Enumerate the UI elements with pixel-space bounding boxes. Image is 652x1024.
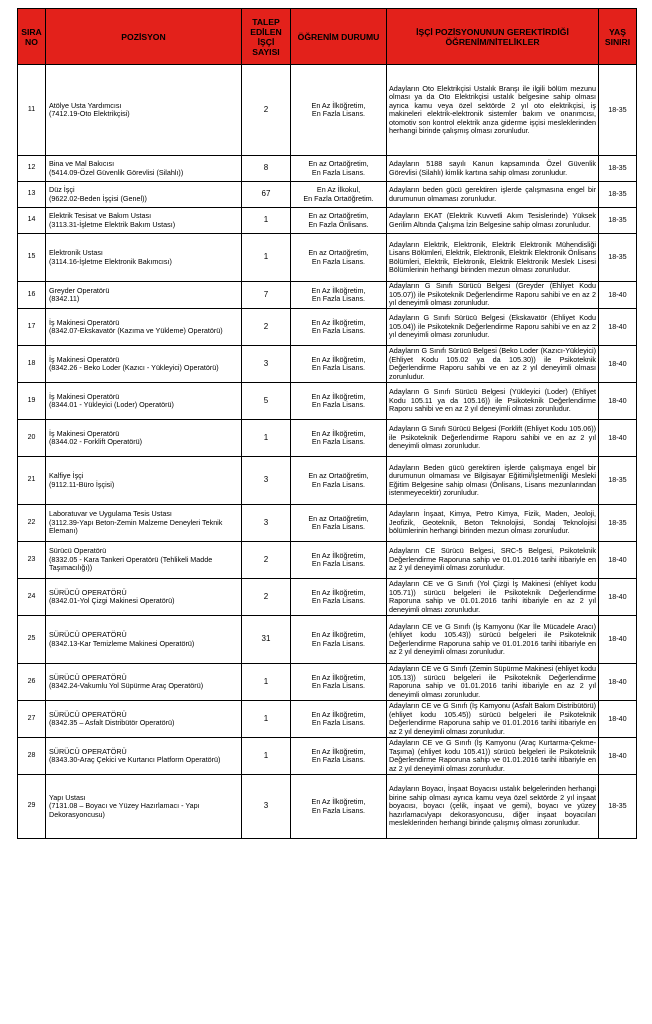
education-cell xyxy=(291,664,387,701)
table-row xyxy=(18,156,637,182)
position-cell xyxy=(46,234,242,282)
education-max: En Fazla Önlisans. xyxy=(308,219,369,229)
table-row xyxy=(18,738,637,775)
qualifications-cell: Adayların Oto Elektrikçisi Ustalık Branşı ile ilgili bölüm mezunu olması ya da Oto Elektrikçisi ustalık belgesine sahip olması ayrıca kamu veya özel sektörde 2 yıl oto elektrikçisi, iş makineleri elektrik-elektronik sistemler bakım ve onarımcısı, otomotiv son kontrol elektrik arıza giderme işçisi mesleklerinden herhangi birinde çalışmış olması zorunludur. xyxy=(387,65,599,156)
position-cell xyxy=(46,282,242,309)
row-number-cell: 29 xyxy=(18,775,46,839)
position-code: (8343.30-Araç Çekici ve Kurtarıcı Platform Operatörü) xyxy=(49,755,221,764)
position-title: İş Makinesi Operatörü xyxy=(49,317,120,327)
position-code: (8344.01 - Yükleyici (Loder) Operatörü) xyxy=(49,400,174,409)
education-min: En az Ortaöğretim, xyxy=(308,159,369,168)
position-cell xyxy=(46,309,242,346)
age-limit-cell: 18-40 xyxy=(599,309,637,346)
position-code: (7131.08 – Boyacı ve Yüzey Hazırlamacı - Yapı Dekorasyoncusu) xyxy=(49,801,200,819)
education-min: En Az İlköğretim, xyxy=(311,354,366,364)
education-cell xyxy=(291,208,387,234)
qualifications-cell: Adayların Elektrik, Elektronik, Elektrik Elektronik Mühendisliği Lisans Bölümleri, Elektrik, Elektronik, Elektrik Elektronik Önlisans Bölümleri, Elektrik, Elektronik, Elektrik Elektronik Meslek Lisesi Bölümlerinin herhangi birinden mezun olması zorunludur. xyxy=(387,234,599,282)
education-min: En Az İlkokul, xyxy=(316,185,361,194)
position-cell xyxy=(46,457,242,505)
age-limit-cell: 18-35 xyxy=(599,182,637,208)
position-cell xyxy=(46,701,242,738)
position-code: (8342.07-Ekskavatör (Kazıma ve Yükleme) Operatörü) xyxy=(49,326,223,335)
position-code: (8344.02 - Forklift Operatörü) xyxy=(49,437,143,446)
education-min: En az Ortaöğretim, xyxy=(308,471,369,480)
worker-count-cell: 3 xyxy=(242,346,291,383)
education-min: En Az İlköğretim, xyxy=(311,630,366,639)
worker-count-cell: 67 xyxy=(242,182,291,208)
position-code: (8332.05 - Kara Tankeri Operatörü (Tehlikeli Madde Taşımacılığı)) xyxy=(49,554,213,573)
qualifications-cell: Adayların G Sınıfı Sürücü Belgesi (Beko Loder (Kazıcı-Yükleyici) (Ehliyet Kodu 105.02 ya da 105.30)) ile Psikoteknik Değerlendirme Raporu sahibi ve en az 2 yıl deneyimli olması zorunludur. xyxy=(387,346,599,383)
worker-count-cell: 3 xyxy=(242,775,291,839)
qualifications-cell: Adayların CE Sürücü Belgesi, SRC-5 Belgesi, Psikoteknik Değerlendirme Raporuna sahip ve 01.01.2016 tarihi itibariyle en az 2 yıl deneyimli olması zorunludur. xyxy=(387,542,599,579)
education-min: En Az İlköğretim, xyxy=(311,746,366,756)
position-code: (8342.13-Kar Temizleme Makinesi Operatörü) xyxy=(49,638,195,648)
age-limit-cell: 18-40 xyxy=(599,579,637,616)
position-title: SÜRÜCÜ OPERATÖRÜ xyxy=(49,587,127,597)
row-number-cell: 15 xyxy=(18,234,46,282)
education-max: En Fazla Lisans. xyxy=(311,294,366,303)
education-cell xyxy=(291,505,387,542)
education-min: En az Ortaöğretim, xyxy=(308,513,369,523)
position-title: İş Makinesi Operatörü xyxy=(49,428,120,438)
qualifications-cell: Adayların 5188 sayılı Kanun kapsamında Özel Güvenlik Görevlisi (Silahlı) kimlik kartına sahip olması zorunludur. xyxy=(387,156,599,182)
education-min: En az Ortaöğretim, xyxy=(308,211,369,220)
education-max: En Fazla Ortaöğretim. xyxy=(303,193,374,203)
row-number-cell: 16 xyxy=(18,282,46,309)
table-row xyxy=(18,616,637,664)
table-row xyxy=(18,457,637,505)
worker-count-cell: 2 xyxy=(242,579,291,616)
position-cell xyxy=(46,505,242,542)
table-row xyxy=(18,542,637,579)
education-min: En Az İlköğretim, xyxy=(311,672,366,682)
education-max: En Fazla Lisans. xyxy=(311,109,366,118)
position-cell xyxy=(46,383,242,420)
education-min: En Az İlköğretim, xyxy=(311,709,366,719)
education-cell xyxy=(291,309,387,346)
position-cell xyxy=(46,738,242,775)
worker-count-cell: 1 xyxy=(242,234,291,282)
row-number-cell: 24 xyxy=(18,579,46,616)
row-number-cell: 14 xyxy=(18,208,46,234)
education-min: En Az İlköğretim, xyxy=(311,285,366,295)
table-row xyxy=(18,65,637,156)
qualifications-cell: Adayların CE ve G Sınıfı (İş Kamyonu (Araç Kurtarma-Çekme-Taşıma) (ehliyet kodu 105.41)) sürücü belgeleri ile Psikoteknik Değerlendirme Raporuna sahip ve 01.01.2016 tarihi itibariyle en az 2 yıl deneyimli olması zorunludur. xyxy=(387,738,599,775)
age-limit-cell: 18-40 xyxy=(599,664,637,701)
position-cell xyxy=(46,542,242,579)
position-code: (9112.11-Büro İşçisi) xyxy=(49,479,115,489)
age-limit-cell: 18-35 xyxy=(599,457,637,505)
education-cell xyxy=(291,420,387,457)
position-code: (8342.01-Yol Çizgi Makinesi Operatörü) xyxy=(49,596,175,605)
worker-count-cell: 1 xyxy=(242,420,291,457)
header-row xyxy=(18,9,637,65)
row-number-cell: 27 xyxy=(18,701,46,738)
position-title: Elektronik Ustası xyxy=(49,248,103,257)
education-max: En Fazla Lisans. xyxy=(311,326,366,335)
position-cell xyxy=(46,616,242,664)
education-max: En Fazla Lisans. xyxy=(311,805,366,815)
education-max: En Fazla Lisans. xyxy=(311,559,366,568)
education-cell xyxy=(291,579,387,616)
age-limit-cell: 18-35 xyxy=(599,65,637,156)
qualifications-cell: Adayların CE ve G Sınıfı (İş Kamyonu (Asfalt Bakım Distribütörü) (ehliyet kodu 105.45)) sürücü belgeleri ile Psikoteknik Değerlendirme Raporuna sahip ve 01.01.2016 tarihi itibariyle en az 2 yıl deneyimli olması zorunludur. xyxy=(387,701,599,738)
education-max: En Fazla Lisans. xyxy=(311,596,366,605)
position-title: İş Makinesi Operatörü xyxy=(49,391,120,401)
table-row xyxy=(18,234,637,282)
qualifications-cell: Adayların CE ve G Sınıfı (Zemin Süpürme Makinesi (ehliyet kodu 105.13)) sürücü belgeleri ile Psikoteknik Değerlendirme Raporuna sahip ve 01.01.2016 tarihi itibariyle en az 2 yıl deneyimli olması zorunludur. xyxy=(387,664,599,701)
header-sira: SIRA NO xyxy=(18,9,46,65)
education-min: En Az İlköğretim, xyxy=(311,797,366,806)
row-number-cell: 20 xyxy=(18,420,46,457)
qualifications-cell: Adayların beden gücü gerektiren işlerde çalışmasına engel bir durumunun olmaması zorunludur. xyxy=(387,182,599,208)
table-row xyxy=(18,664,637,701)
education-max: En Fazla Lisans. xyxy=(311,400,366,409)
position-title: İş Makinesi Operatörü xyxy=(49,354,120,364)
row-number-cell: 19 xyxy=(18,383,46,420)
position-title: SÜRÜCÜ OPERATÖRÜ xyxy=(49,709,127,719)
worker-count-cell: 1 xyxy=(242,738,291,775)
worker-count-cell: 1 xyxy=(242,701,291,738)
age-limit-cell: 18-40 xyxy=(599,542,637,579)
education-cell xyxy=(291,65,387,156)
education-cell xyxy=(291,775,387,839)
worker-count-cell: 1 xyxy=(242,208,291,234)
qualifications-cell: Adayların CE ve G Sınıfı (İş Kamyonu (Kar İle Mücadele Aracı) (ehliyet kodu 105.43)) sürücü belgeleri ile Psikoteknik Değerlendirme Raporuna sahip ve 01.01.2016 tarihi itibariyle en az 2 yıl deneyimli olması zorunludur. xyxy=(387,616,599,664)
table-row xyxy=(18,505,637,542)
position-code: (9622.02-Beden İşçisi (Genel)) xyxy=(49,193,147,203)
position-title: Sürücü Operatörü xyxy=(49,546,107,556)
table-row xyxy=(18,208,637,234)
qualifications-cell: Adayların G Sınıfı Sürücü Belgesi (Forklift (Ehliyet Kodu 105.06)) ile Psikoteknik Değerlendirme Raporu sahibi ve en az 2 yıl deneyimli olması zorunludur. xyxy=(387,420,599,457)
position-title: SÜRÜCÜ OPERATÖRÜ xyxy=(49,630,127,639)
worker-count-cell: 8 xyxy=(242,156,291,182)
qualifications-cell: Adayların G Sınıfı Sürücü Belgesi (Yükleyici (Loder) (Ehliyet Kodu 105.11 ya da 105.16)) ile Psikoteknik Değerlendirme Raporu sahibi ve en az 2 yıl deneyimli olması zorunludur. xyxy=(387,383,599,420)
table-row xyxy=(18,309,637,346)
education-max: En Fazla Lisans. xyxy=(311,479,366,489)
worker-count-cell: 5 xyxy=(242,383,291,420)
age-limit-cell: 18-40 xyxy=(599,346,637,383)
position-title: Bina ve Mal Bakıcısı xyxy=(49,159,115,168)
education-cell xyxy=(291,542,387,579)
qualifications-cell: Adayların G Sınıfı Sürücü Belgesi (Ekskavatör (Ehliyet Kodu 105.04)) ile Psikoteknik Değerlendirme Raporu sahibi ve en az 2 yıl deneyimli olması zorunludur. xyxy=(387,309,599,346)
row-number-cell: 12 xyxy=(18,156,46,182)
position-cell xyxy=(46,65,242,156)
age-limit-cell: 18-35 xyxy=(599,234,637,282)
position-title: SÜRÜCÜ OPERATÖRÜ xyxy=(49,746,127,756)
education-cell xyxy=(291,457,387,505)
education-cell xyxy=(291,156,387,182)
age-limit-cell: 18-35 xyxy=(599,505,637,542)
header-ogrenim: ÖĞRENİM DURUMU xyxy=(291,9,387,65)
position-cell xyxy=(46,579,242,616)
row-number-cell: 13 xyxy=(18,182,46,208)
position-code: (3112.39-Yapı Beton-Zemin Malzeme Deneyleri Teknik Elemanı) xyxy=(49,517,223,536)
position-code: (7412.19-Oto Elektrikçisi) xyxy=(49,109,130,118)
education-cell xyxy=(291,282,387,309)
worker-count-cell: 7 xyxy=(242,282,291,309)
education-max: En Fazla Lisans. xyxy=(311,437,366,446)
table-row xyxy=(18,182,637,208)
worker-count-cell: 2 xyxy=(242,65,291,156)
education-max: En Fazla Lisans. xyxy=(311,363,366,372)
position-code: (8342.11) xyxy=(49,294,80,303)
table-row xyxy=(18,346,637,383)
education-min: En Az İlköğretim, xyxy=(311,550,366,560)
education-min: En Az İlköğretim, xyxy=(311,587,366,597)
education-min: En Az İlköğretim, xyxy=(311,100,366,110)
education-max: En Fazla Lisans. xyxy=(311,167,366,177)
age-limit-cell: 18-40 xyxy=(599,282,637,309)
education-cell xyxy=(291,616,387,664)
age-limit-cell: 18-40 xyxy=(599,383,637,420)
position-code: (3114.16-İşletme Elektronik Bakımcısı) xyxy=(49,256,172,266)
age-limit-cell: 18-40 xyxy=(599,420,637,457)
position-code: (5414.09-Özel Güvenlik Görevlisi (Silahlı)) xyxy=(49,167,184,177)
age-limit-cell: 18-40 xyxy=(599,616,637,664)
row-number-cell: 22 xyxy=(18,505,46,542)
position-title: Greyder Operatörü xyxy=(49,285,110,295)
position-code: (8342.24-Vakumlu Yol Süpürme Araç Operatörü) xyxy=(49,681,204,690)
position-code: (8342.35 – Asfalt Distribütör Operatörü) xyxy=(49,718,175,727)
education-cell xyxy=(291,738,387,775)
position-cell xyxy=(46,664,242,701)
position-code: (8342.26 - Beko Loder (Kazıcı - Yükleyici) Operatörü) xyxy=(49,363,219,372)
header-talep: TALEP EDİLEN İŞÇİ SAYISI xyxy=(242,9,291,65)
education-min: En Az İlköğretim, xyxy=(311,317,366,327)
worker-count-cell: 3 xyxy=(242,505,291,542)
worker-count-cell: 2 xyxy=(242,309,291,346)
table-row xyxy=(18,775,637,839)
positions-table xyxy=(17,8,637,839)
position-title: Yapı Ustası xyxy=(49,792,86,802)
education-max: En Fazla Lisans. xyxy=(311,522,366,531)
table-row xyxy=(18,701,637,738)
education-max: En Fazla Lisans. xyxy=(311,638,366,648)
worker-count-cell: 1 xyxy=(242,664,291,701)
worker-count-cell: 3 xyxy=(242,457,291,505)
table-row xyxy=(18,383,637,420)
position-cell xyxy=(46,208,242,234)
position-cell xyxy=(46,346,242,383)
row-number-cell: 26 xyxy=(18,664,46,701)
education-min: En az Ortaöğretim, xyxy=(308,248,369,257)
education-max: En Fazla Lisans. xyxy=(311,681,366,690)
education-cell xyxy=(291,701,387,738)
table-row xyxy=(18,579,637,616)
worker-count-cell: 31 xyxy=(242,616,291,664)
header-yas: YAŞ SINIRI xyxy=(599,9,637,65)
education-cell xyxy=(291,383,387,420)
table-row xyxy=(18,282,637,309)
row-number-cell: 18 xyxy=(18,346,46,383)
row-number-cell: 23 xyxy=(18,542,46,579)
education-cell xyxy=(291,234,387,282)
position-title: Atölye Usta Yardımcısı xyxy=(49,100,122,110)
education-min: En Az İlköğretim, xyxy=(311,391,366,401)
position-title: Elektrik Tesisat ve Bakım Ustası xyxy=(49,211,152,220)
table-row xyxy=(18,420,637,457)
position-cell xyxy=(46,775,242,839)
qualifications-cell: Adayların CE ve G Sınıfı (Yol Çizgi İş Makinesi (ehliyet kodu 105.71)) sürücü belgeleri ile Psikoteknik Değerlendirme Raporuna sahip ve 01.01.2016 tarihi itibariyle en az 2 yıl deneyimli olması zorunludur. xyxy=(387,579,599,616)
position-title: Laboratuvar ve Uygulama Tesis Ustası xyxy=(49,509,172,519)
qualifications-cell: Adayların EKAT (Elektrik Kuvvetli Akım Tesislerinde) Yüksek Gerilim Altında Çalışma İzin Belgesine sahip olması zorunludur. xyxy=(387,208,599,234)
row-number-cell: 25 xyxy=(18,616,46,664)
qualifications-cell: Adayların Beden gücü gerektiren işlerde çalışmaya engel bir durumunun olmaması ve Bilgisayar Eğitimi/İşletmenliği Mesleki Eğitim Belgesine sahip olması (Önlisans, Lisans mezunlarından istenmeyecektir) zorunludur. xyxy=(387,457,599,505)
age-limit-cell: 18-35 xyxy=(599,208,637,234)
position-cell xyxy=(46,420,242,457)
row-number-cell: 17 xyxy=(18,309,46,346)
education-cell xyxy=(291,182,387,208)
position-code: (3113.31-İşletme Elektrik Bakım Ustası) xyxy=(49,219,176,229)
education-max: En Fazla Lisans. xyxy=(311,256,366,266)
header-nitelikler: İŞÇİ POZİSYONUNUN GEREKTİRDİĞİ ÖĞRENİM/NİTELİKLER xyxy=(387,9,599,65)
row-number-cell: 28 xyxy=(18,738,46,775)
age-limit-cell: 18-35 xyxy=(599,156,637,182)
position-title: SÜRÜCÜ OPERATÖRÜ xyxy=(49,672,127,682)
row-number-cell: 11 xyxy=(18,65,46,156)
age-limit-cell: 18-35 xyxy=(599,775,637,839)
position-cell xyxy=(46,156,242,182)
header-pozisyon: POZİSYON xyxy=(46,9,242,65)
row-number-cell: 21 xyxy=(18,457,46,505)
education-cell xyxy=(291,346,387,383)
position-title: Düz İşçi xyxy=(49,185,75,194)
worker-count-cell: 2 xyxy=(242,542,291,579)
age-limit-cell: 18-40 xyxy=(599,738,637,775)
position-cell xyxy=(46,182,242,208)
qualifications-cell: Adayların İnşaat, Kimya, Petro Kimya, Fizik, Maden, Jeoloji, Jeofizik, Geoteknik, Beton Teknolojisi, Sondaj Teknolojisi bölümlerinin herhangi birinden mezun olması zorunludur. xyxy=(387,505,599,542)
education-max: En Fazla Lisans. xyxy=(311,718,366,727)
education-max: En Fazla Lisans. xyxy=(311,755,366,764)
qualifications-cell: Adayların G Sınıfı Sürücü Belgesi (Greyder (Ehliyet Kodu 105.07)) ile Psikoteknik Değerlendirme Raporu sahibi ve en az 2 yıl deneyimli olması zorunludur. xyxy=(387,282,599,309)
age-limit-cell: 18-40 xyxy=(599,701,637,738)
position-title: Kalfiye İşçi xyxy=(49,471,84,480)
qualifications-cell: Adayların Boyacı, İnşaat Boyacısı ustalık belgelerinden herhangi birine sahip olması ayrıca kamu veya özel sektörde 2 yıl inşaat boyacısı, boyacı (çelik, inşaat ve gemi), boyacı ve yüzey hazırlamacı/yapı dekorasyoncusu, diğer inşaat boyacıları mesleklerinden herhangi birinde çalışmış olması zorunludur. xyxy=(387,775,599,839)
education-min: En Az İlköğretim, xyxy=(311,428,366,438)
